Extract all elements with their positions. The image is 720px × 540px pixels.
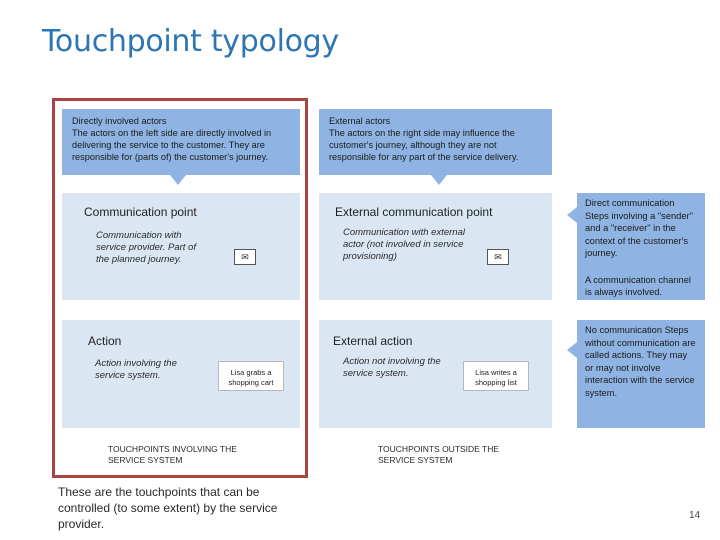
side-text: Direct communication Steps involving a "sender" and a "receiver" in the context of the customer's journey. (585, 198, 693, 258)
footer-right-label: TOUCHPOINTS OUTSIDE THE SERVICE SYSTEM (378, 444, 500, 465)
action-example: Lisa grabs a shopping cart (218, 361, 284, 391)
panel-note: Action not involving the service system. (343, 356, 441, 379)
panel-note: Communication with external actor (not involved in service provisioning) (343, 227, 465, 262)
side-pointer (567, 342, 577, 358)
envelope-icon: ✉ (234, 249, 256, 265)
panel-title: External communication point (335, 205, 493, 219)
external-action-example: Lisa writes a shopping list (463, 361, 529, 391)
callout-body: The actors on the right side may influence the customer's journey, although they are not responsible for any part of the service delivery. (329, 128, 519, 162)
panel-title: Action (88, 334, 122, 348)
side-text: No communication Steps without communication are called actions. They may or may not involve interaction with the service system. (585, 325, 696, 398)
callout-heading: External actors (329, 116, 391, 126)
direct-communication-note (577, 193, 705, 300)
external-action-panel (319, 320, 552, 428)
side-subnote: A communication channel is always involved. (585, 274, 691, 297)
panel-note: Communication with service provider. Part of the planned journey. (96, 230, 196, 265)
action-panel (62, 320, 300, 428)
external-actors-callout (319, 109, 552, 175)
communication-point-panel (62, 193, 300, 300)
no-communication-note (577, 320, 705, 428)
callout-pointer (431, 175, 447, 185)
panel-title: External action (333, 334, 413, 348)
side-pointer (567, 207, 577, 223)
footer-left-label: TOUCHPOINTS INVOLVING THE SERVICE SYSTEM (108, 444, 237, 465)
panel-title: Communication point (84, 205, 197, 219)
external-communication-point-panel (319, 193, 552, 300)
envelope-icon: ✉ (487, 249, 509, 265)
directly-involved-callout (62, 109, 300, 175)
page-number: 14 (689, 510, 701, 521)
callout-body: The actors on the left side are directly involved in delivering the service to the customer. They are responsible for (parts of) the customer's journey. (72, 128, 272, 162)
bottom-note: These are the touchpoints that can be controlled (to some extent) by the service provider. (58, 485, 278, 531)
panel-note: Action involving the service system. (95, 358, 177, 381)
callout-pointer (170, 175, 186, 185)
callout-heading: Directly involved actors (72, 116, 167, 126)
page-title: Touchpoint typology (42, 24, 339, 59)
